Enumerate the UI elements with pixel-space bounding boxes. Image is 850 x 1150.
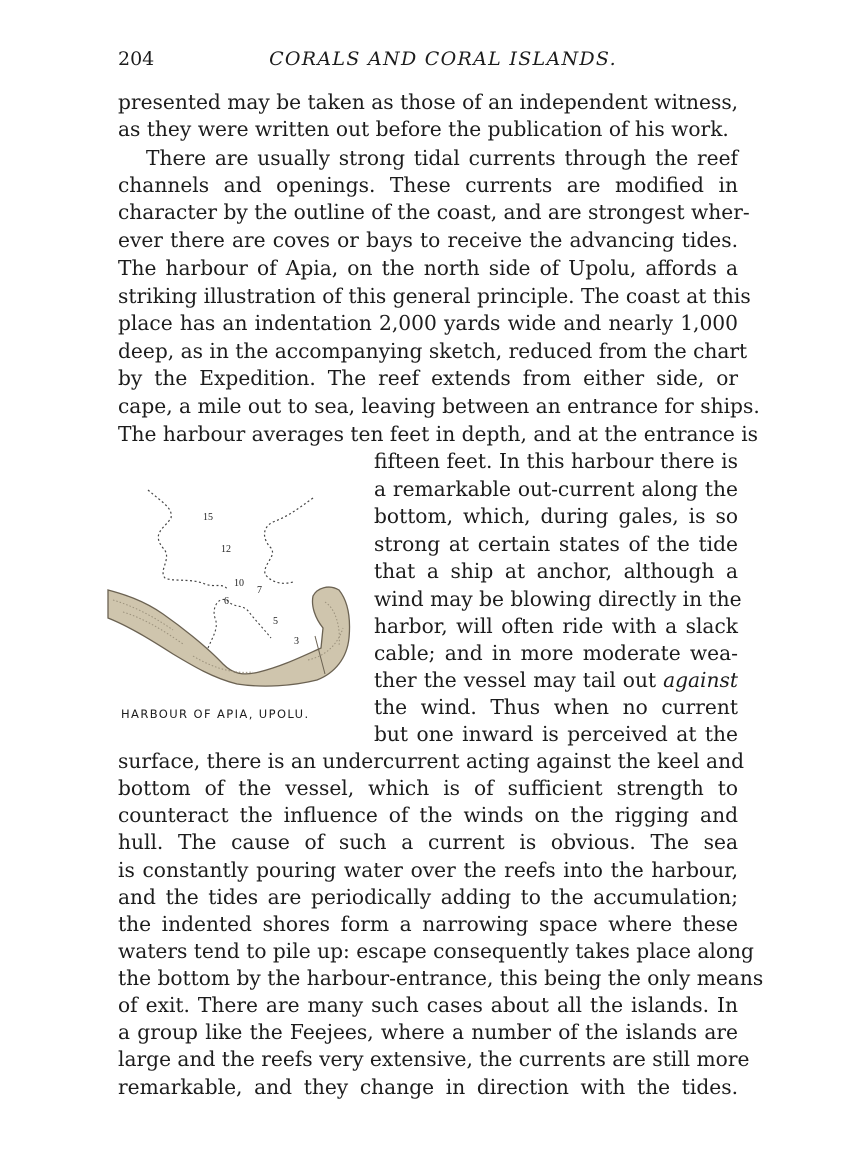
text-line: bottom of the vessel, which is of sufficient strength to [118, 776, 738, 800]
text-line: The harbour averages ten feet in depth, and at the entrance is [118, 422, 759, 446]
text-line: There are usually strong tidal currents through the reef [146, 146, 738, 170]
text-line: a remarkable out-current along the [374, 477, 738, 501]
sounding-10: 10 [234, 578, 244, 589]
text-line: by the Expedition. The reef extends from either side, or [118, 366, 738, 390]
text-line: wind may be blowing directly in the [374, 587, 742, 611]
text-line: The harbour of Apia, on the north side of Upolu, affords a [118, 256, 738, 280]
text-line: remarkable, and they change in direction with the tides. [118, 1075, 738, 1099]
depth-contour [148, 490, 228, 590]
sounding-5: 5 [273, 616, 278, 627]
text-line: deep, as in the accompanying sketch, reduced from the chart [118, 339, 748, 363]
text-line: ever there are coves or bays to receive the advancing tides. [118, 228, 738, 252]
sounding-7: 7 [257, 585, 262, 596]
text-line: a group like the Feejees, where a number of the islands are [118, 1020, 738, 1044]
running-title: CORALS AND CORAL ISLANDS. [269, 48, 617, 70]
text-line: bottom, which, during gales, is so [374, 504, 738, 528]
depth-contour [208, 599, 271, 648]
text-line: the indented shores form a narrowing space where these [118, 912, 738, 936]
sounding-3: 3 [294, 636, 299, 647]
emphasis-word: against [663, 668, 738, 692]
figure-caption: HARBOUR OF APIA, UPOLU. [121, 707, 310, 721]
text-line: the wind. Thus when no current [374, 695, 738, 719]
text-line: cable; and in more moderate wea- [374, 641, 738, 665]
text-line [374, 667, 738, 694]
text-line: strong at certain states of the tide [374, 532, 738, 556]
harbour-sketch-figure [103, 478, 358, 721]
harbour-map [103, 478, 358, 703]
text-line: waters tend to pile up: escape consequently takes place along [118, 939, 754, 963]
text-line: presented may be taken as those of an independent witness, [118, 90, 739, 114]
text-fragment: ther the vessel may tail out [374, 668, 664, 692]
text-line: and the tides are periodically adding to the accumulation; [118, 885, 738, 909]
page-header [118, 48, 738, 76]
text-line: as they were written out before the publication of his work. [118, 117, 729, 141]
text-line: fifteen feet. In this harbour there is [374, 449, 738, 473]
depth-contour [265, 498, 314, 583]
text-line: hull. The cause of such a current is obvious. The sea [118, 830, 738, 854]
sounding-15: 15 [203, 512, 213, 523]
text-line: the bottom by the harbour-entrance, this being the only means [118, 966, 764, 990]
text-line: that a ship at anchor, although a [374, 559, 738, 583]
text-line: large and the reefs very extensive, the currents are still more [118, 1047, 750, 1071]
text-line: striking illustration of this general principle. The coast at this [118, 284, 751, 308]
text-line: is constantly pouring water over the reefs into the harbour, [118, 858, 738, 882]
text-line: but one inward is perceived at the [374, 722, 738, 746]
text-line: place has an indentation 2,000 yards wide and nearly 1,000 [118, 311, 738, 335]
text-line: cape, a mile out to sea, leaving between an entrance for ships. [118, 394, 760, 418]
text-line: channels and openings. These currents are modified in [118, 173, 738, 197]
sounding-6: 6 [224, 596, 229, 607]
text-line: counteract the influence of the winds on the rigging and [118, 803, 738, 827]
text-line: of exit. There are many such cases about all the islands. In [118, 993, 738, 1017]
page-number: 204 [118, 48, 155, 70]
text-line: character by the outline of the coast, and are strongest wher- [118, 200, 750, 224]
text-line: harbor, will often ride with a slack [374, 614, 738, 638]
sounding-12: 12 [221, 544, 231, 555]
text-line: surface, there is an undercurrent acting against the keel and [118, 749, 745, 773]
